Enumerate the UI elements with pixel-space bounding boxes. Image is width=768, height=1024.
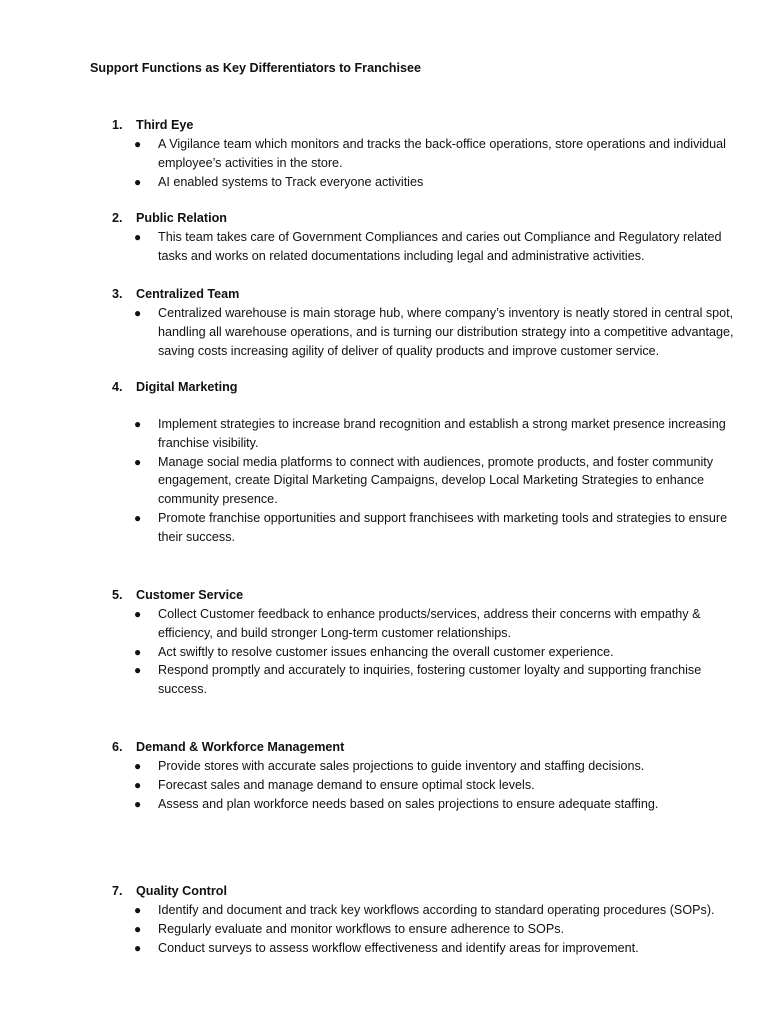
section-quality-control — [0, 882, 768, 957]
bullet-list — [0, 304, 768, 360]
bullet-icon: ● — [134, 306, 142, 320]
bullet-list — [0, 757, 768, 813]
bullet-text: Provide stores with accurate sales projections to guide inventory and staffing decisions. — [158, 759, 645, 773]
bullet-text: Regularly evaluate and monitor workflows to ensure adherence to SOPs. — [158, 921, 565, 936]
bullet-text: Respond promptly and accurately to inquiries, fostering customer loyalty and supporting franchise success. — [158, 663, 702, 697]
section-heading — [0, 285, 768, 304]
section-heading — [0, 378, 768, 397]
bullet-text: A Vigilance team which monitors and tracks the back-office operations, store operations and individual employee’s activities in the store. — [158, 137, 726, 170]
section-digital-marketing — [0, 378, 768, 547]
section-title: Public Relation — [136, 211, 227, 225]
list-item — [0, 661, 738, 699]
section-number: 7. — [112, 884, 123, 898]
bullet-list — [0, 228, 768, 266]
section-number: 3. — [112, 287, 123, 301]
section-title: Demand & Workforce Management — [136, 740, 345, 754]
section-number: 5. — [112, 588, 123, 602]
section-heading — [0, 586, 768, 605]
list-item — [0, 228, 738, 266]
section-title: Third Eye — [136, 118, 194, 132]
bullet-icon: ● — [134, 921, 142, 936]
section-heading — [0, 209, 768, 228]
bullet-icon: ● — [134, 777, 142, 792]
bullet-icon: ● — [134, 510, 142, 525]
list-item — [0, 605, 738, 643]
bullet-list — [0, 901, 768, 957]
bullet-text: Conduct surveys to assess workflow effectiveness and identify areas for improvement. — [158, 940, 639, 955]
bullet-text: Identify and document and track key workflows according to standard operating procedures (SOPs). — [158, 903, 715, 917]
bullet-icon: ● — [134, 903, 142, 917]
bullet-icon: ● — [134, 174, 142, 189]
section-title: Customer Service — [136, 588, 244, 602]
list-item — [0, 776, 738, 795]
bullet-text: Manage social media platforms to connect with audiences, promote products, and foster community engagement, create Digital Marketing Campaigns, develop Local Marketing Strategies to enhance community presence. — [158, 454, 714, 507]
section-third-eye — [0, 116, 768, 191]
list-item — [0, 415, 738, 453]
list-item — [0, 920, 738, 939]
section-centralized-team — [0, 285, 768, 360]
bullet-icon: ● — [134, 663, 142, 678]
section-heading — [0, 116, 768, 135]
bullet-icon: ● — [134, 644, 142, 659]
bullet-icon: ● — [134, 417, 142, 431]
list-item — [0, 901, 738, 920]
bullet-list — [0, 605, 768, 699]
section-public-relation — [0, 209, 768, 266]
section-demand-workforce — [0, 738, 768, 813]
section-number: 4. — [112, 380, 123, 394]
bullet-list — [0, 135, 768, 191]
list-item — [0, 453, 738, 509]
bullet-icon: ● — [134, 137, 142, 151]
list-item — [0, 509, 738, 547]
section-title: Digital Marketing — [136, 380, 238, 394]
section-number: 2. — [112, 211, 123, 225]
bullet-text: This team takes care of Government Compliances and caries out Compliance and Regulatory related tasks and works on related documentations including legal and administrative activities. — [158, 230, 722, 263]
bullet-icon: ● — [134, 940, 142, 955]
bullet-text: Implement strategies to increase brand recognition and establish a strong market presence increasing franchise visibility. — [158, 417, 726, 450]
section-heading — [0, 882, 768, 901]
list-item — [0, 795, 738, 814]
section-number: 6. — [112, 740, 123, 754]
document-title: Support Functions as Key Differentiators to Franchisee — [90, 61, 421, 75]
bullet-text: Centralized warehouse is main storage hub, where company’s inventory is neatly stored in central spot, handling all warehouse operations, and is turning our distribution strategy into a competitive advantage, saving costs increasing agility of deliver of quality products and improve customer service. — [158, 306, 734, 358]
bullet-text: Forecast sales and manage demand to ensure optimal stock levels. — [158, 777, 535, 792]
bullet-text: AI enabled systems to Track everyone activities — [158, 174, 424, 189]
section-customer-service — [0, 586, 768, 699]
bullet-text: Collect Customer feedback to enhance products/services, address their concerns with empathy & efficiency, and build stronger Long-term customer relationships. — [158, 607, 701, 640]
bullet-text: Assess and plan workforce needs based on sales projections to ensure adequate staffing. — [158, 796, 659, 811]
list-item — [0, 135, 738, 173]
bullet-icon: ● — [134, 454, 142, 469]
bullet-text: Promote franchise opportunities and support franchisees with marketing tools and strategies to ensure their success. — [158, 510, 728, 544]
list-item — [0, 643, 738, 662]
section-number: 1. — [112, 118, 123, 132]
bullet-list — [0, 415, 768, 547]
list-item — [0, 304, 738, 360]
list-item — [0, 757, 738, 776]
bullet-text: Act swiftly to resolve customer issues enhancing the overall customer experience. — [158, 644, 614, 659]
bullet-icon: ● — [134, 759, 142, 773]
list-item — [0, 173, 738, 192]
section-heading — [0, 738, 768, 757]
bullet-icon: ● — [134, 607, 142, 621]
section-title: Quality Control — [136, 884, 227, 898]
bullet-icon: ● — [134, 230, 142, 244]
section-title: Centralized Team — [136, 287, 240, 301]
list-item — [0, 939, 738, 958]
bullet-icon: ● — [134, 796, 142, 811]
